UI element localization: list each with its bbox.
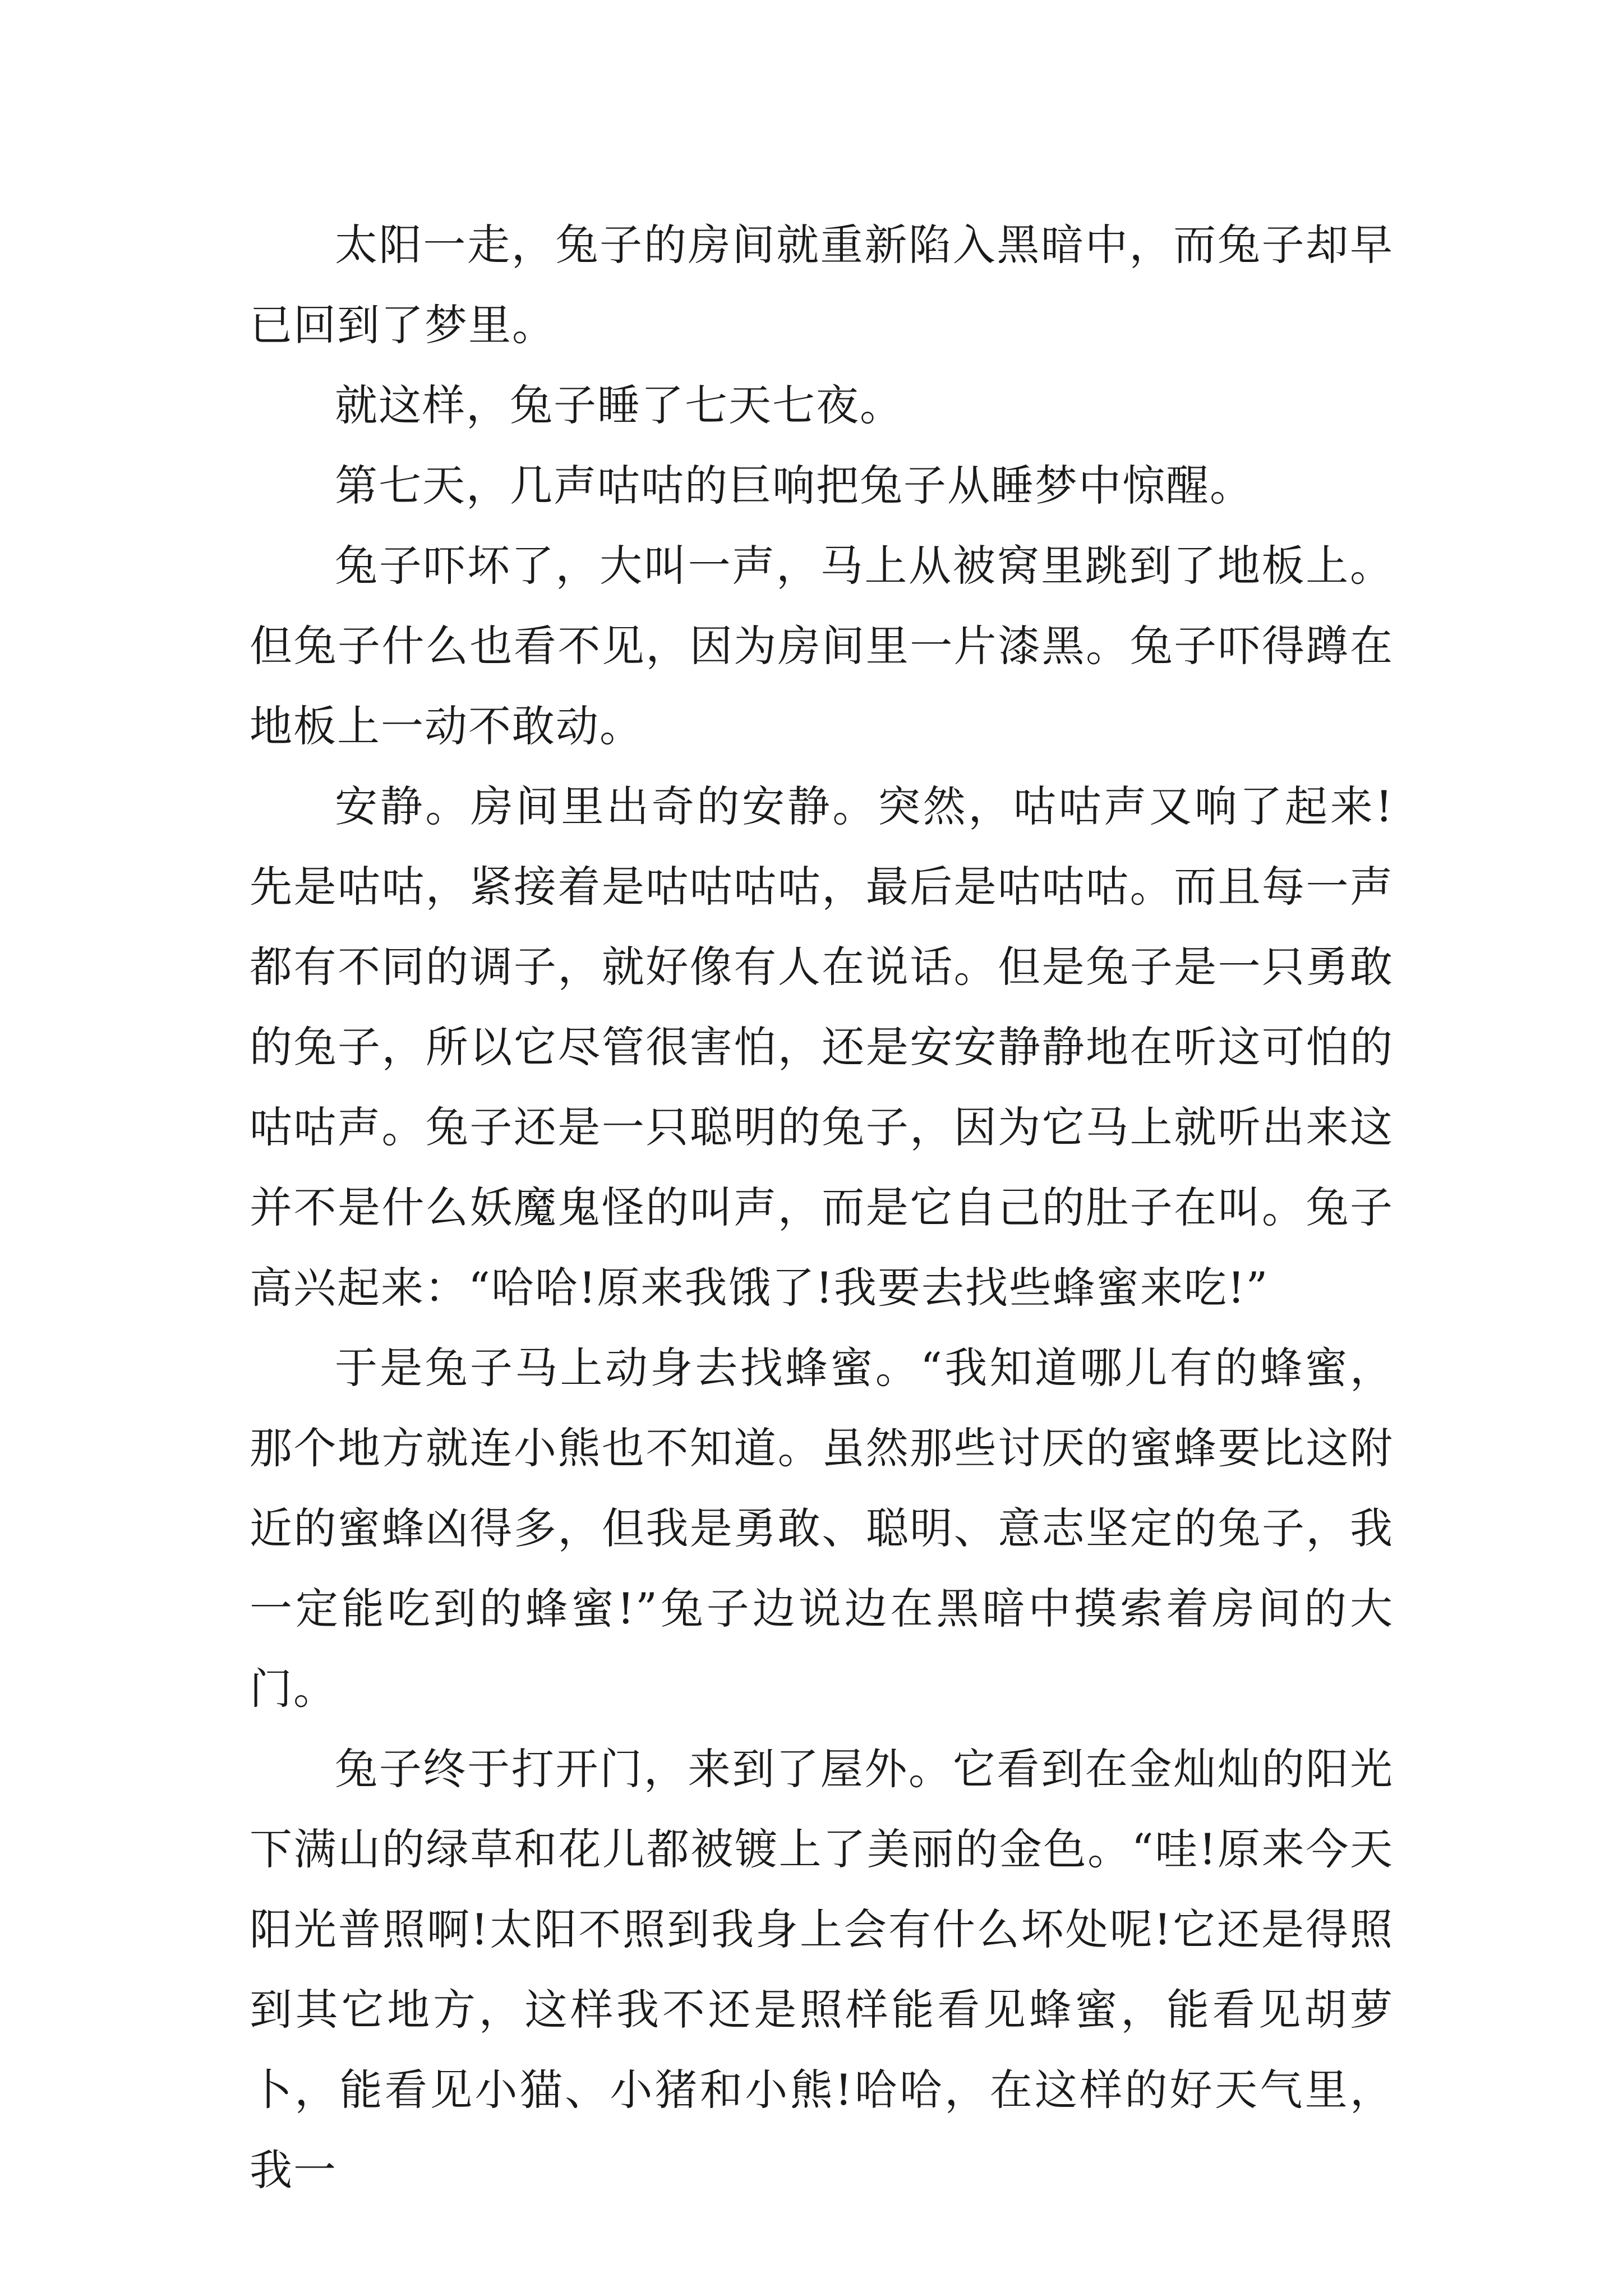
paragraph: 就这样，兔子睡了七天七夜。 [335, 380, 903, 430]
body-text [250, 205, 1394, 2210]
paragraph: 兔子终于打开门，来到了屋外。它看到在金灿灿的阳光下满山的绿草和花儿都被镀上了美丽的金色。“哇!原来今天阳光普照啊!太阳不照到我身上会有什么坏处呢!它还是得照到其它地方，这样我不还是照样能看见蜂蜜，能看见胡萝卜，能看见小猫、小猪和小熊!哈哈，在这样的好天气里，我一 [250, 1744, 1394, 2195]
paragraph: 于是兔子马上动身去找蜂蜜。“我知道哪儿有的蜂蜜，那个地方就连小熊也不知道。虽然那些讨厌的蜜蜂要比这附近的蜜蜂凶得多，但我是勇敢、聪明、意志坚定的兔子，我一定能吃到的蜂蜜!”兔子边说边在黑暗中摸索着房间的大门。 [250, 1343, 1394, 1714]
paragraph: 太阳一走，兔子的房间就重新陷入黑暗中，而兔子却早已回到了梦里。 [250, 220, 1394, 350]
paragraph: 兔子吓坏了，大叫一声，马上从被窝里跳到了地板上。但兔子什么也看不见，因为房间里一片漆黑。兔子吓得蹲在地板上一动不敢动。 [250, 541, 1394, 751]
paragraph: 第七天，几声咕咕的巨响把兔子从睡梦中惊醒。 [335, 461, 1253, 510]
paragraph: 安静。房间里出奇的安静。突然，咕咕声又响了起来!先是咕咕，紧接着是咕咕咕咕，最后是咕咕咕。而且每一声都有不同的调子，就好像有人在说话。但是兔子是一只勇敢的兔子，所以它尽管很害怕，还是安安静静地在听这可怕的咕咕声。兔子还是一只聪明的兔子，因为它马上就听出来这并不是什么妖魔鬼怪的叫声，而是它自己的肚子在叫。兔子高兴起来：“哈哈!原来我饿了!我要去找些蜂蜜来吃!” [250, 781, 1394, 1313]
